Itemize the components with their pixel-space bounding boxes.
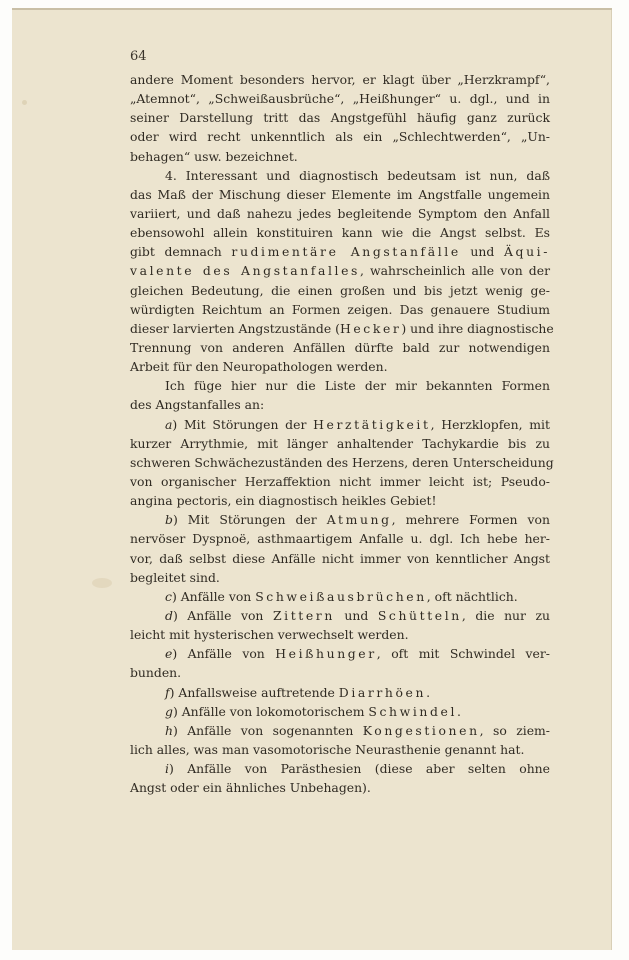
paper-stain <box>92 578 112 588</box>
text-line <box>130 587 550 606</box>
text-segment: „Atemnot“, „Schweißausbrüche“, „Heißhunger“ u. dgl., und in <box>130 91 550 107</box>
text-line <box>130 70 550 89</box>
spaced-emphasis: rudimentäre Angstanfälle <box>231 244 461 260</box>
text-line <box>130 357 550 376</box>
text-line <box>130 434 550 453</box>
text-segment: ) Anfälle von <box>171 588 256 604</box>
text-line <box>130 568 550 587</box>
spaced-emphasis: Zittern <box>272 607 335 623</box>
text-line <box>130 319 554 338</box>
text-line <box>130 721 550 740</box>
text-segment: , die nur zu <box>461 607 550 623</box>
paper-stain <box>22 100 27 105</box>
list-letter: a <box>165 416 173 432</box>
text-segment: von organischer Herzaffektion nicht immer leicht ist; Pseudo- <box>130 473 550 489</box>
spaced-emphasis: Heißhunger <box>275 646 377 662</box>
text-segment: kurzer Arrythmie, mit länger anhaltender Tachykardie bis zu <box>130 435 550 451</box>
text-segment: ) Anfälle von Parästhesien (diese aber selten ohne <box>168 761 550 777</box>
text-segment: und <box>460 244 504 260</box>
list-letter: b <box>165 512 173 528</box>
text-segment: würdigten Reichtum an Formen zeigen. Das genauere Studium <box>130 301 550 317</box>
text-segment: ) Anfallsweise auftretende <box>169 684 339 700</box>
text-segment: 4. Interessant und diagnostisch bedeutsam ist nun, daß <box>165 167 550 183</box>
spaced-emphasis: Schwindel <box>368 703 458 719</box>
text-segment: , so ziem- <box>479 722 550 738</box>
text-line <box>130 702 550 721</box>
list-letter: c <box>165 588 172 604</box>
text-line <box>130 89 550 108</box>
spaced-emphasis: Kongestionen <box>362 722 480 738</box>
text-segment: andere Moment besonders hervor, er klagt über „Herzkrampf“, <box>130 72 550 87</box>
spaced-emphasis: Hecker <box>339 320 402 336</box>
text-line <box>130 472 550 491</box>
text-line <box>130 549 550 568</box>
text-line <box>130 300 550 319</box>
text-line <box>130 395 550 414</box>
text-line <box>130 529 550 548</box>
text-segment: ) Anfälle von <box>172 646 276 662</box>
text-line <box>130 242 550 261</box>
spaced-emphasis: Herztätigkeit <box>313 416 431 432</box>
text-line <box>130 606 550 625</box>
text-line <box>130 108 550 127</box>
text-segment: variiert, und daß nahezu jedes begleitende Symptom den Anfall <box>130 205 550 221</box>
text-segment: dieser larvierten Angstzustände ( <box>130 320 340 336</box>
text-segment: , wahrscheinlich alle von der <box>360 263 550 279</box>
body-text <box>130 70 554 797</box>
text-segment: ebensowohl allein konstituiren kann wie die Angst selbst. Es <box>130 225 550 241</box>
list-letter: i <box>165 761 169 777</box>
text-segment: angina pectoris, ein diagnostisch heikles Gebiet! <box>130 493 437 509</box>
text-segment: oder wird recht unkenntlich als ein „Schlechtwerden“, „Un- <box>130 129 550 145</box>
text-line <box>130 127 550 146</box>
text-segment: ) und ihre diagnostische <box>401 320 554 336</box>
text-segment: , mehrere Formen von <box>391 512 550 528</box>
list-letter: g <box>165 703 173 719</box>
text-line <box>130 644 550 663</box>
spaced-emphasis: Schweißausbrüchen <box>255 588 427 604</box>
text-line <box>130 683 550 702</box>
text-line <box>130 491 550 510</box>
text-segment: nervöser Dyspnoë, asthmaartigem Anfalle u. dgl. Ich hebe her- <box>130 531 550 547</box>
spaced-emphasis: Atmung <box>326 512 392 528</box>
list-letter: f <box>165 684 170 700</box>
text-line <box>130 453 554 472</box>
text-line <box>130 281 550 300</box>
page-number: 64 <box>130 49 147 64</box>
list-letter: h <box>165 722 173 738</box>
text-segment: gibt demnach <box>130 244 232 260</box>
text-segment: gleichen Bedeutung, die einen großen und bis jetzt wenig ge- <box>130 282 550 298</box>
text-line <box>130 778 550 797</box>
text-line <box>130 204 550 223</box>
text-line <box>130 376 550 395</box>
text-line <box>130 510 550 529</box>
text-segment: behagen“ usw. bezeichnet. <box>130 148 298 164</box>
text-segment: bunden. <box>130 665 182 681</box>
text-line <box>130 663 550 682</box>
text-segment: Arbeit für den Neuropathologen werden. <box>130 359 388 375</box>
text-segment: ) Anfälle von sogenannten <box>172 722 363 738</box>
text-segment: lich alles, was man vasomotorische Neurasthenie genannt hat. <box>130 741 525 757</box>
text-segment: , oft mit Schwindel ver- <box>376 646 550 662</box>
text-segment: des Angstanfalles an: <box>130 397 265 413</box>
text-segment: vor, daß selbst diese Anfälle nicht immer von kenntlicher Angst <box>130 550 550 566</box>
text-line <box>130 223 550 242</box>
text-segment: , Herzklopfen, mit <box>430 416 550 432</box>
text-segment: ) Anfälle von lokomotorischem <box>172 703 369 719</box>
text-line <box>130 740 550 759</box>
list-letter: e <box>165 646 173 662</box>
spaced-emphasis: valente des Angstanfalles <box>130 263 360 279</box>
spaced-emphasis: Diarrhöen <box>338 684 427 700</box>
text-segment: ) Mit Störungen der <box>172 512 327 528</box>
text-segment: schweren Schwächezuständen des Herzens, deren Unterscheidung <box>130 454 554 470</box>
text-segment: begleitet sind. <box>130 569 220 585</box>
text-line <box>130 338 550 357</box>
text-line <box>130 166 550 185</box>
text-segment: das Maß der Mischung dieser Elemente im Angstfalle ungemein <box>130 186 550 202</box>
text-line <box>130 185 550 204</box>
text-segment: Angst oder ein ähnliches Unbehagen). <box>130 780 371 796</box>
text-segment: seiner Darstellung tritt das Angstgefühl häufig ganz zurück <box>130 110 550 126</box>
text-line <box>130 261 550 280</box>
text-segment: , oft nächtlich. <box>426 588 518 604</box>
text-line <box>130 759 550 778</box>
text-segment: und <box>334 607 378 623</box>
spaced-emphasis: Schütteln <box>377 607 462 623</box>
text-segment: . <box>426 684 431 700</box>
list-letter: d <box>165 607 173 623</box>
text-line <box>130 415 550 434</box>
text-segment: . <box>457 703 461 719</box>
text-segment: ) Mit Störungen der <box>172 416 314 432</box>
text-segment: ) Anfälle von <box>172 607 273 623</box>
text-segment: leicht mit hysterischen verwechselt werden. <box>130 627 409 643</box>
text-line <box>130 147 550 166</box>
text-line <box>130 625 550 644</box>
spaced-emphasis: Äqui- <box>503 244 550 260</box>
text-segment: Ich füge hier nur die Liste der mir bekannten Formen <box>165 378 550 394</box>
text-segment: Trennung von anderen Anfällen dürfte bald zur notwendigen <box>130 339 550 355</box>
